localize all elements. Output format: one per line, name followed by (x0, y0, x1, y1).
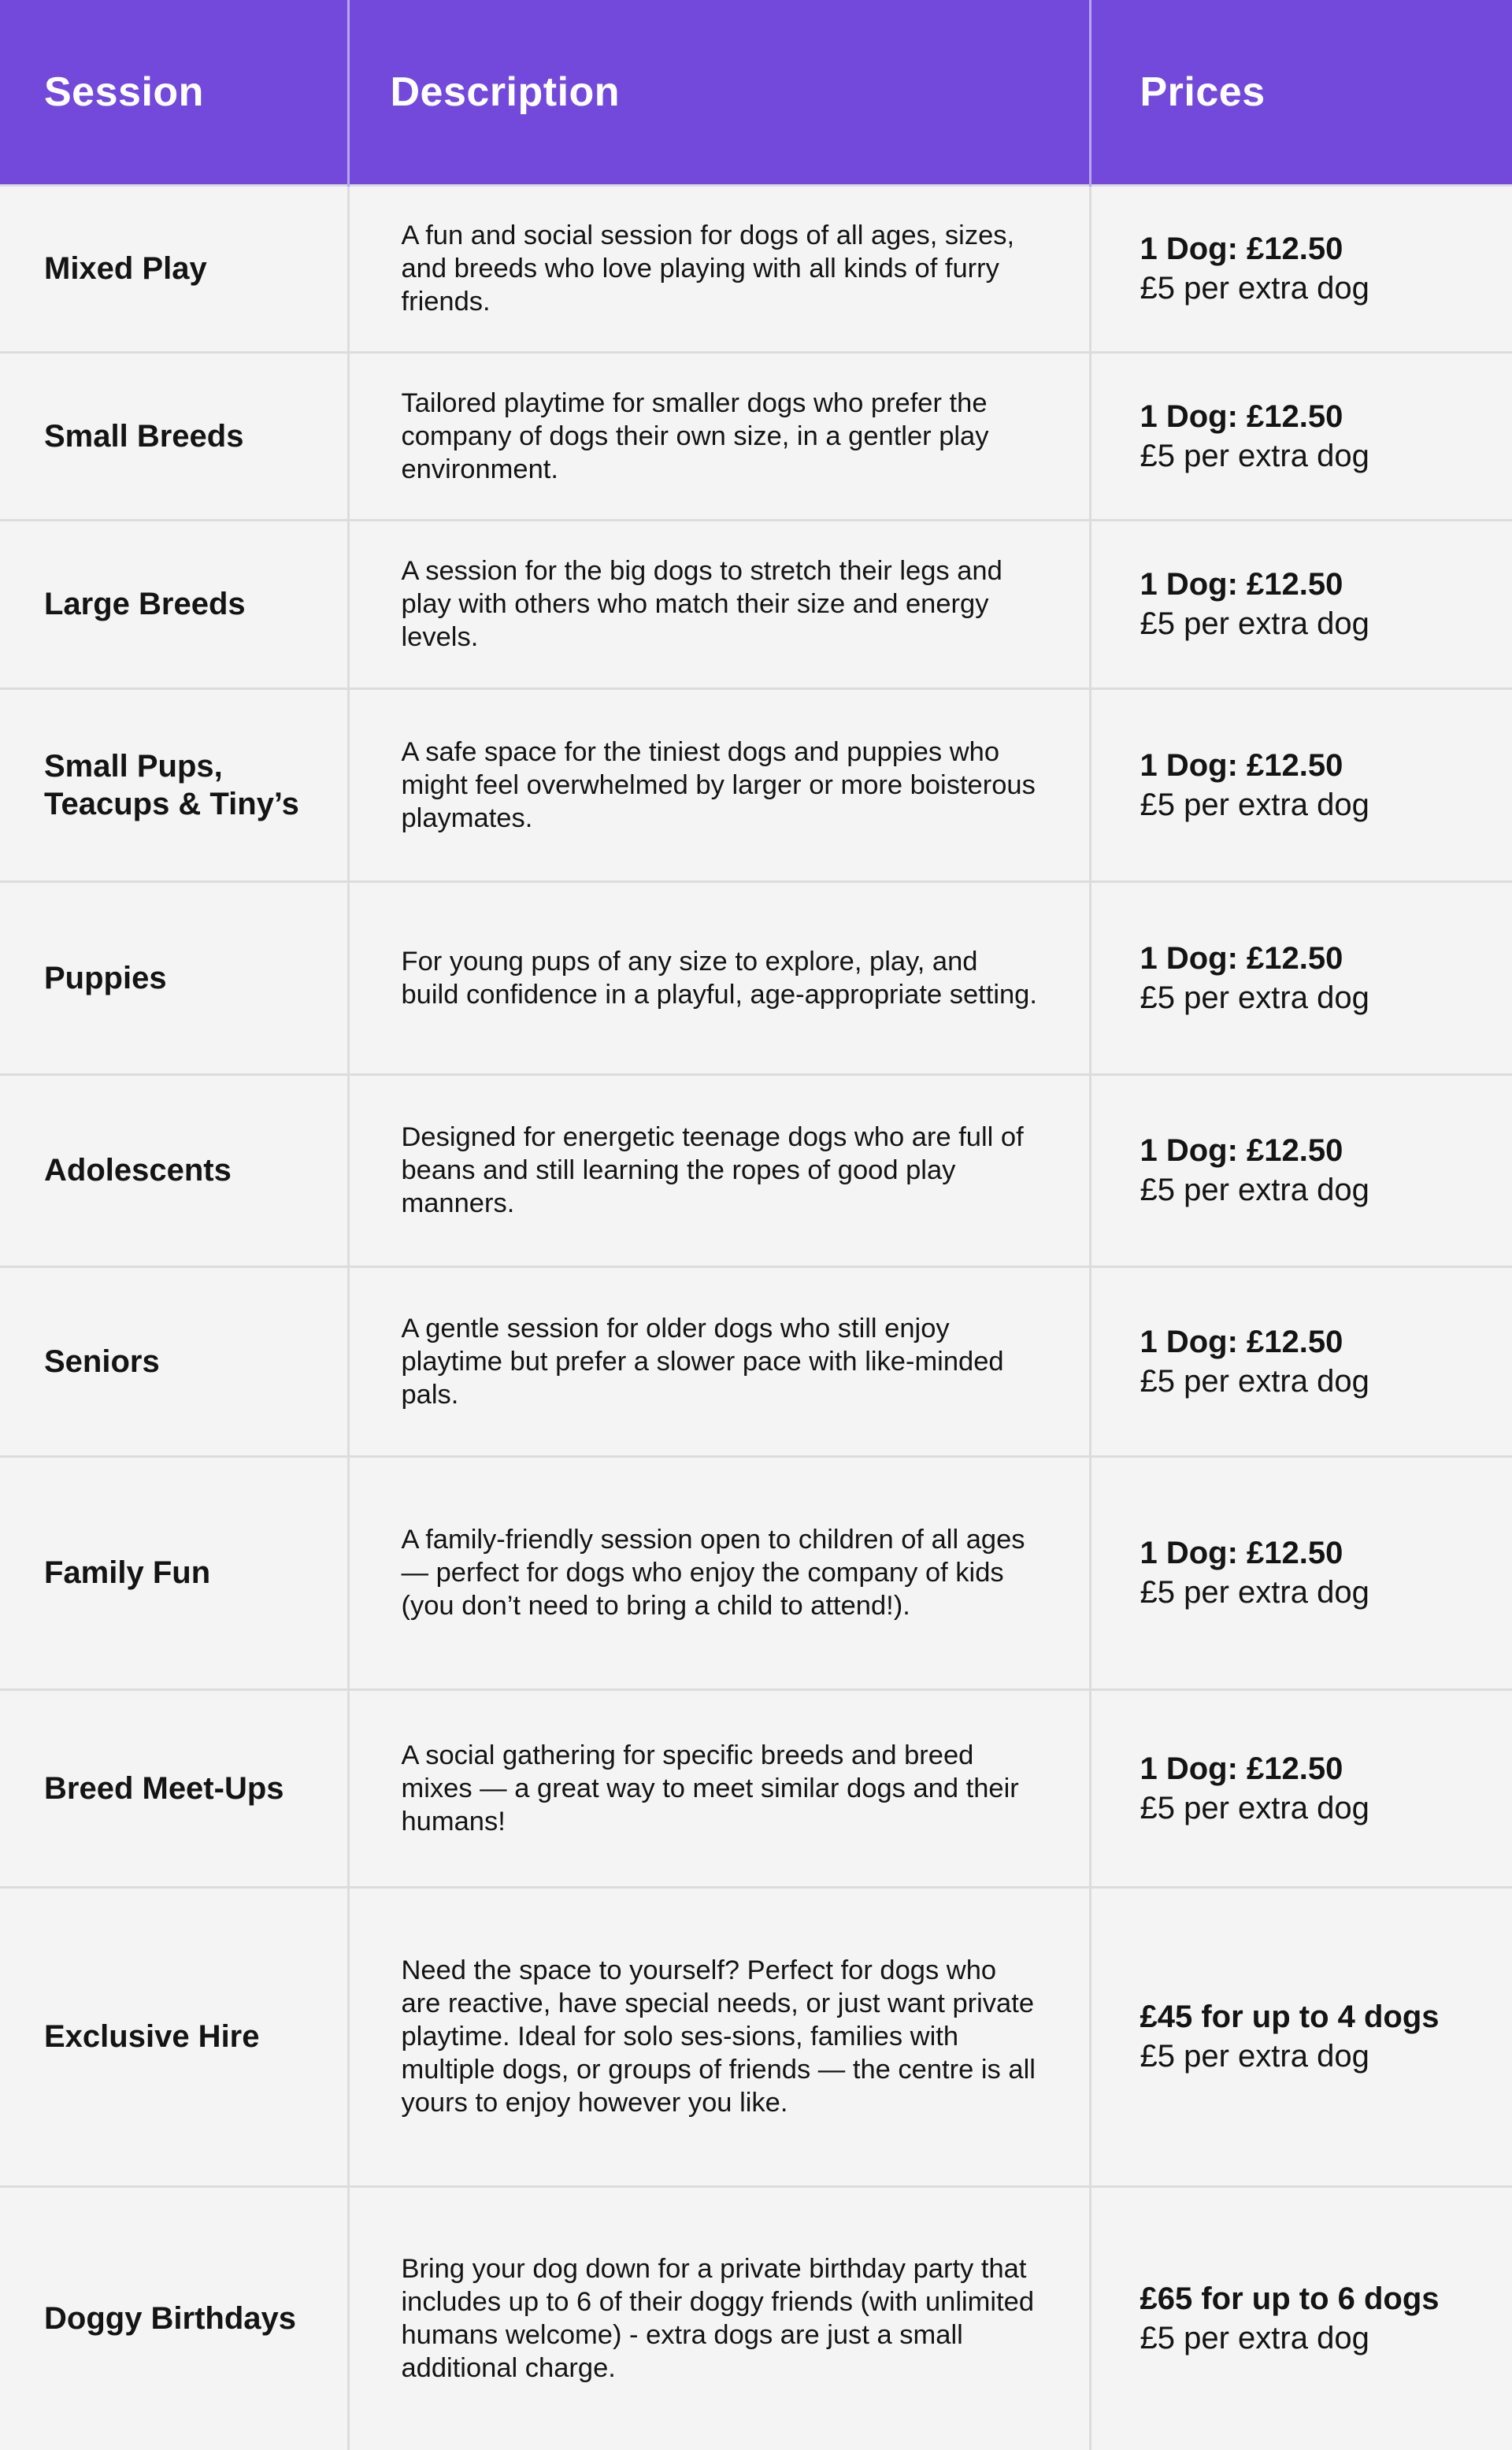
price-main: 1 Dog: £12.50 (1140, 1133, 1343, 1168)
session-price (1090, 881, 1512, 1074)
price-extra: £5 per extra dog (1140, 2039, 1369, 2074)
table-row (0, 688, 1512, 881)
table-row (0, 1887, 1512, 2186)
price-extra: £5 per extra dog (1140, 787, 1369, 822)
price-main: 1 Dog: £12.50 (1140, 232, 1343, 266)
table-header (0, 0, 1512, 185)
session-description: For young pups of any size to explore, play, and build confidence in a playful, age-appropriate setting. (348, 881, 1090, 1074)
price-extra: £5 per extra dog (1140, 980, 1369, 1015)
session-name: Puppies (0, 881, 348, 1074)
session-description: A social gathering for specific breeds and breed mixes — a great way to meet similar dogs and their humans! (348, 1689, 1090, 1887)
table-row (0, 185, 1512, 352)
session-price (1090, 520, 1512, 688)
session-price (1090, 1456, 1512, 1689)
session-description: Tailored playtime for smaller dogs who prefer the company of dogs their own size, in a gentler play environment. (348, 352, 1090, 520)
table-row (0, 1456, 1512, 1689)
session-description: Bring your dog down for a private birthday party that includes up to 6 of their doggy friends (with unlimited humans welcome) - extra dogs are just a small additional charge. (348, 2186, 1090, 2450)
price-extra: £5 per extra dog (1140, 1575, 1369, 1610)
price-main: 1 Dog: £12.50 (1140, 1536, 1343, 1570)
table-row (0, 1689, 1512, 1887)
session-name: Adolescents (0, 1074, 348, 1266)
session-name: Breed Meet-Ups (0, 1689, 348, 1887)
price-extra: £5 per extra dog (1140, 1790, 1369, 1825)
session-price (1090, 688, 1512, 881)
table-row (0, 881, 1512, 1074)
table-row (0, 1266, 1512, 1456)
session-name: Small Breeds (0, 352, 348, 520)
price-extra: £5 per extra dog (1140, 1173, 1369, 1207)
table-body (0, 185, 1512, 2450)
table-row (0, 520, 1512, 688)
session-name: Mixed Play (0, 185, 348, 352)
price-main: 1 Dog: £12.50 (1140, 747, 1343, 783)
session-name: Doggy Birthdays (0, 2186, 348, 2450)
price-extra: £5 per extra dog (1140, 2321, 1369, 2356)
price-main: 1 Dog: £12.50 (1140, 567, 1343, 602)
session-name: Family Fun (0, 1456, 348, 1689)
session-description: Designed for energetic teenage dogs who are full of beans and still learning the ropes of good play manners. (348, 1074, 1090, 1266)
session-description: A family-friendly session open to children of all ages — perfect for dogs who enjoy the company of kids (you don’t need to bring a child to attend!). (348, 1456, 1090, 1689)
session-name: Small Pups, Teacups & Tiny’s (0, 688, 348, 881)
header-prices: Prices (1090, 0, 1512, 185)
session-description: A session for the big dogs to stretch their legs and play with others who match their size and energy levels. (348, 520, 1090, 688)
price-extra: £5 per extra dog (1140, 1363, 1369, 1399)
price-extra: £5 per extra dog (1140, 271, 1369, 306)
session-price (1090, 1689, 1512, 1887)
table-row (0, 2186, 1512, 2450)
session-price (1090, 185, 1512, 352)
price-main: 1 Dog: £12.50 (1140, 398, 1343, 434)
price-extra: £5 per extra dog (1140, 606, 1369, 641)
session-price (1090, 1074, 1512, 1266)
table-row (0, 352, 1512, 520)
price-main: £65 for up to 6 dogs (1140, 2281, 1440, 2317)
session-price (1090, 1266, 1512, 1456)
session-name: Large Breeds (0, 520, 348, 688)
session-description: A gentle session for older dogs who still enjoy playtime but prefer a slower pace with like-minded pals. (348, 1266, 1090, 1456)
header-row (0, 0, 1512, 185)
session-price (1090, 352, 1512, 520)
session-name: Seniors (0, 1266, 348, 1456)
price-main: £45 for up to 4 dogs (1140, 2000, 1440, 2034)
session-description: Need the space to yourself? Perfect for dogs who are reactive, have special needs, or just want private playtime. Ideal for solo ses-sions, families with multiple dogs, or groups of friends — the centre is all yours to enjoy however you like. (348, 1887, 1090, 2186)
price-main: 1 Dog: £12.50 (1140, 1751, 1343, 1786)
price-main: 1 Dog: £12.50 (1140, 940, 1343, 976)
session-description: A safe space for the tiniest dogs and puppies who might feel overwhelmed by larger or more boisterous playmates. (348, 688, 1090, 881)
session-description: A fun and social session for dogs of all ages, sizes, and breeds who love playing with all kinds of furry friends. (348, 185, 1090, 352)
session-name: Exclusive Hire (0, 1887, 348, 2186)
price-extra: £5 per extra dog (1140, 438, 1369, 473)
price-main: 1 Dog: £12.50 (1140, 1324, 1343, 1359)
header-description: Description (348, 0, 1090, 185)
table-row (0, 1074, 1512, 1266)
session-price (1090, 2186, 1512, 2450)
header-session: Session (0, 0, 348, 185)
session-price (1090, 1887, 1512, 2186)
